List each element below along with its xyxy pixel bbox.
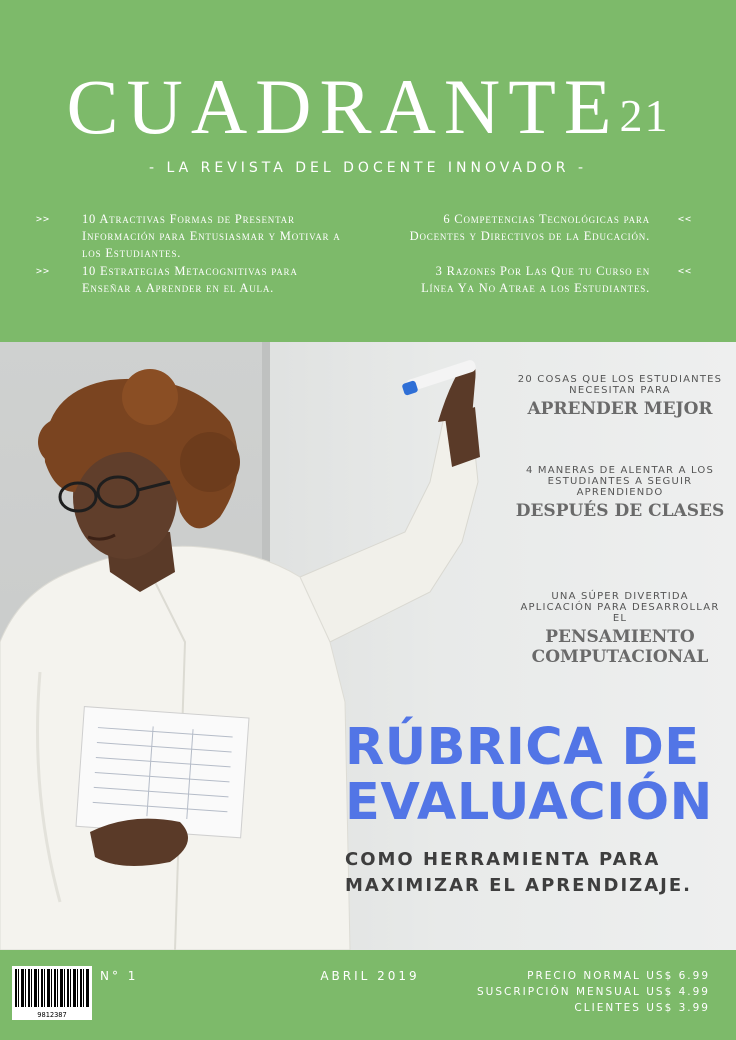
price-subscription: SUSCRIPCIÓN MENSUAL US$ 4.99 bbox=[477, 986, 710, 998]
teaser-left-2 bbox=[36, 263, 342, 297]
side-headline-2 bbox=[515, 465, 725, 521]
issue-number: N° 1 bbox=[100, 969, 139, 983]
cover-story-title-line-1: RÚBRICA DE bbox=[345, 718, 700, 777]
arrow-right-icon: >> bbox=[36, 266, 51, 277]
price-list bbox=[477, 968, 710, 1016]
cover-story-subtitle-line-2: MAXIMIZAR EL APRENDIZAJE. bbox=[345, 875, 692, 896]
side-headline-title: APRENDER MEJOR bbox=[527, 399, 713, 419]
barcode-number: 9812387 bbox=[37, 1011, 67, 1019]
teaser-right-1 bbox=[400, 211, 693, 245]
side-headline-kicker: UNA SÚPER DIVERTIDA APLICACIÓN PARA DESARROLLAR EL bbox=[520, 591, 720, 624]
teaser-right-2 bbox=[400, 263, 693, 297]
arrow-left-icon: << bbox=[678, 214, 693, 225]
teaser-left-1 bbox=[36, 211, 342, 262]
side-headline-1 bbox=[515, 374, 725, 419]
side-headline-title: DESPUÉS DE CLASES bbox=[515, 501, 725, 521]
teaser-text: 6 Competencias Tecnológicas para Docentes y Directivos de la Educación. bbox=[409, 212, 650, 243]
magazine-title: CUADRANTE bbox=[66, 63, 620, 150]
cover-story-subtitle bbox=[345, 847, 735, 899]
barcode bbox=[12, 966, 92, 1020]
cover-story-subtitle-line-1: COMO HERRAMIENTA PARA bbox=[345, 849, 661, 870]
tagline: - LA REVISTA DEL DOCENTE INNOVADOR - bbox=[148, 160, 588, 176]
side-headline-3 bbox=[515, 591, 725, 667]
price-regular: PRECIO NORMAL US$ 6.99 bbox=[527, 970, 710, 982]
paper-sheet bbox=[76, 707, 249, 838]
cover-story-title-line-2: EVALUACIÓN bbox=[345, 773, 713, 832]
masthead bbox=[0, 63, 736, 150]
cover-story-title bbox=[345, 720, 735, 830]
teaser-text: 10 Estrategias Metacognitivas para Enseñar a Aprender en el Aula. bbox=[82, 264, 298, 295]
teaser-text: 10 Atractivas Formas de Presentar Información para Entusiasmar y Motivar a los Estudiantes. bbox=[82, 212, 341, 260]
issue-date: ABRIL 2019 bbox=[320, 969, 420, 983]
price-clients: CLIENTES US$ 3.99 bbox=[574, 1002, 710, 1014]
teaser-text: 3 Razones Por Las Que tu Curso en Línea Ya No Atrae a los Estudiantes. bbox=[421, 264, 650, 295]
arrow-left-icon: << bbox=[678, 266, 693, 277]
arrow-right-icon: >> bbox=[36, 214, 51, 225]
barcode-bars bbox=[15, 969, 89, 1007]
side-headline-kicker: 20 COSAS QUE LOS ESTUDIANTES NECESITAN PARA bbox=[517, 374, 723, 396]
side-headline-kicker: 4 MANERAS DE ALENTAR A LOS ESTUDIANTES A SEGUIR APRENDIENDO bbox=[525, 465, 715, 498]
magazine-title-number: 21 bbox=[619, 90, 670, 141]
side-headline-title: PENSAMIENTO COMPUTACIONAL bbox=[531, 627, 709, 667]
cover-photo bbox=[0, 342, 736, 950]
